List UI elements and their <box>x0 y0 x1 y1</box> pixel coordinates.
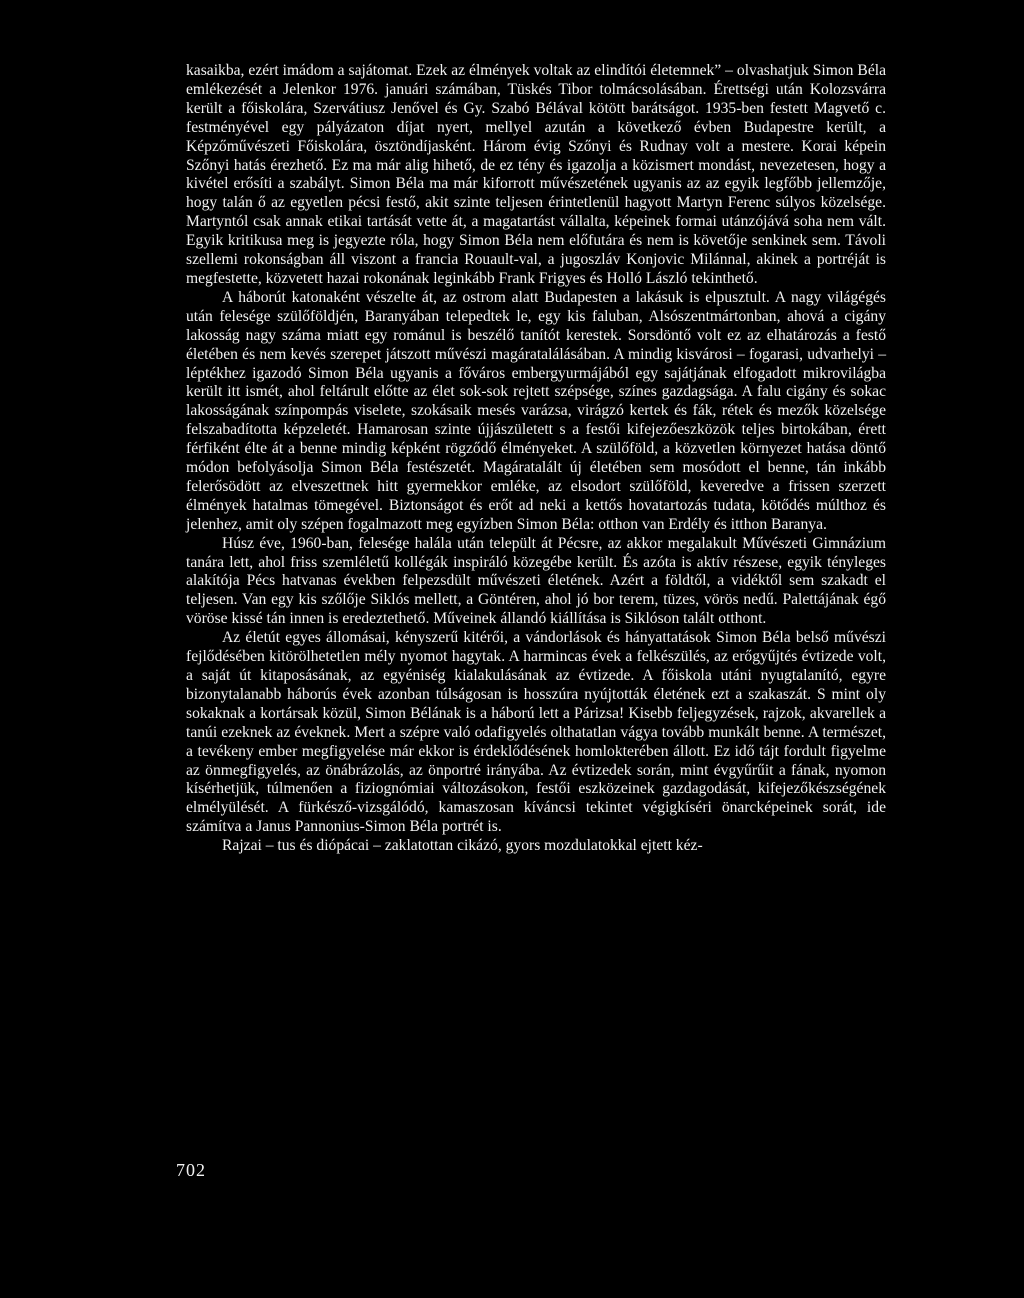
article-body <box>186 62 886 856</box>
paragraph-5: Rajzai – tus és diópácai – zaklatottan cikázó, gyors mozdulatokkal ejtett kéz- <box>222 837 703 855</box>
paragraph-4: Az életút egyes állomásai, kényszerű kitérői, a vándorlások és hányattatások Simon Béla belső művészi fejlődésében kitörölhetetlen mély nyomot hagytak. A harmincas évek a felkészülés, az erőgyűjtés évtizede volt, a saját út kitaposásának, az egyéniség kialakulásának az évtizede. A főiskola utáni nyugtalanító, egyre bizonytalanabb háborús évek azonban túlságosan is hosszúra nyújtották életének ezt a szakaszát. S mint oly sokaknak a kortársak közül, Simon Bélának is a háború lett a Párizsa! Kisebb feljegyzések, rajzok, akvarellek a tanúi ezeknek az éveknek. Mert a szépre való odafigyelés olthatatlan vágya tovább munkált benne. A természet, a tevékeny ember megfigyelése már ekkor is érdeklődésének homlokterében állott. Ez idő tájt fordult figyelme az önmegfigyelés, az önábrázolás, az önportré irányába. Az évtizedek során, mint évgyűrűit a fának, nyomon kísérhetjük, túlmenően a fiziognómiai változásokon, festői eszközeinek gazdagodását, kifejezőkészségének elmélyülését. A fürkésző-vizsgálódó, kamaszosan kíváncsi tekintet végigkíséri önarcképeinek sorát, ide számítva a Janus Pannonius-Simon Béla portrét is. <box>186 629 886 836</box>
page-number: 702 <box>176 1160 206 1180</box>
paragraph-1: kasaikba, ezért imádom a sajátomat. Ezek az élmények voltak az elindítói életemnek” – olvashatjuk Simon Béla emlékezését a Jelenkor 1976. januári számában, Tüskés Tibor tolmácsolásában. Érettségi után Kolozsvárra került a főiskolára, Szervátiusz Jenővel és Gy. Szabó Bélával kötött barátságot. 1935-ben festett Magvető c. festményével egy pályázaton díjat nyert, mellyel azután a következő évben Budapestre került, a Képzőművészeti Főiskolára, ösztöndíjasként. Három évig Szőnyi és Rudnay volt a mestere. Korai képein Szőnyi hatás érezhető. Ez ma már alig hihető, de ez tény és igazolja a közismert mondást, nevezetesen, hogy a kivétel erősíti a szabályt. Simon Béla ma már kiforrott művészetének ugyanis az az egyik legfőbb jellemzője, hogy talán ő az egyetlen pécsi festő, akit szinte teljesen érintetlenül hagyott Martyn Ferenc súlyos közelsége. Martyntól csak annak etikai tartását vette át, a magatartást vállalta, képeinek formai utánzójává soha nem vált. Egyik kritikusa meg is jegyezte róla, hogy Simon Béla nem előfutára és nem is követője senkinek sem. Távoli szellemi rokonságban áll viszont a francia Rouault-val, a jugoszláv Konjovic Milánnal, akinek a portréját is megfestette, közvetett hazai rokonának leginkább Frank Frigyes és Holló László tekinthető. <box>186 62 886 287</box>
paragraph-3: Húsz éve, 1960-ban, felesége halála után települt át Pécsre, az akkor megalakult Művészeti Gimnázium tanára lett, ahol friss szemléletű kollégák inspiráló közegébe került. És azóta is aktív részese, egyik tényleges alakítója Pécs hatvanas években felpezsdült művészeti életének. Azért a földtől, a vidéktől sem szakadt el teljesen. Van egy kis szőlője Siklós mellett, a Göntéren, ahol jó bor terem, tüzes, vörös nedű. Palettájának égő vöröse kissé tán innen is eredeztethető. Műveinek állandó kiállítása is Siklóson talált otthont. <box>186 534 886 628</box>
paragraph-2: A háborút katonaként vészelte át, az ostrom alatt Budapesten a lakásuk is elpusztult. A nagy világégés után felesége szülőföldjén, Baranyában telepedtek le, egy kis faluban, Alsószentmártonban, ahová a cigány lakosság nagy száma miatt egy románul is beszélő tanítót kerestek. Sorsdöntő volt ez az elhatározás a festő életében és nem kevés szerepet játszott művészi magáratalálásában. A mindig kisvárosi – fogarasi, udvarhelyi – léptékhez igazodó Simon Béla ugyanis a főváros embergyurmájából egy sajátjának elfogadott mikrovilágba került itt ismét, ahol feltárult előtte az élet sok-sok rejtett szépsége, színes gazdagsága. A falu cigány és sokac lakosságának színpompás viselete, szokásaik mesés varázsa, virágzó kertek és fák, rétek és mezők közelsége felszabadította képzeletét. Hamarosan szinte újjászületett s a festői kifejezőeszközök teljes birtokában, érett férfiként élte át a benne mindig képként rögződő élményeket. A szülőföld, a közvetlen környezet hatása döntő módon befolyásolja Simon Béla festészetét. Magáratalált új életében sem mosódott el benne, tán inkább felerősödött az elveszettnek hitt gyermekkor emléke, az elsodort szülőföld, keveredve a frissen szerzett élmények hatalmas tömegével. Biztonságot és erőt ad neki a kettős hovatartozás tudata, kötődés múlthoz és jelenhez, amit oly szépen fogalmazott meg egyízben Simon Béla: otthon van Erdély és itthon Baranya. <box>186 288 886 533</box>
